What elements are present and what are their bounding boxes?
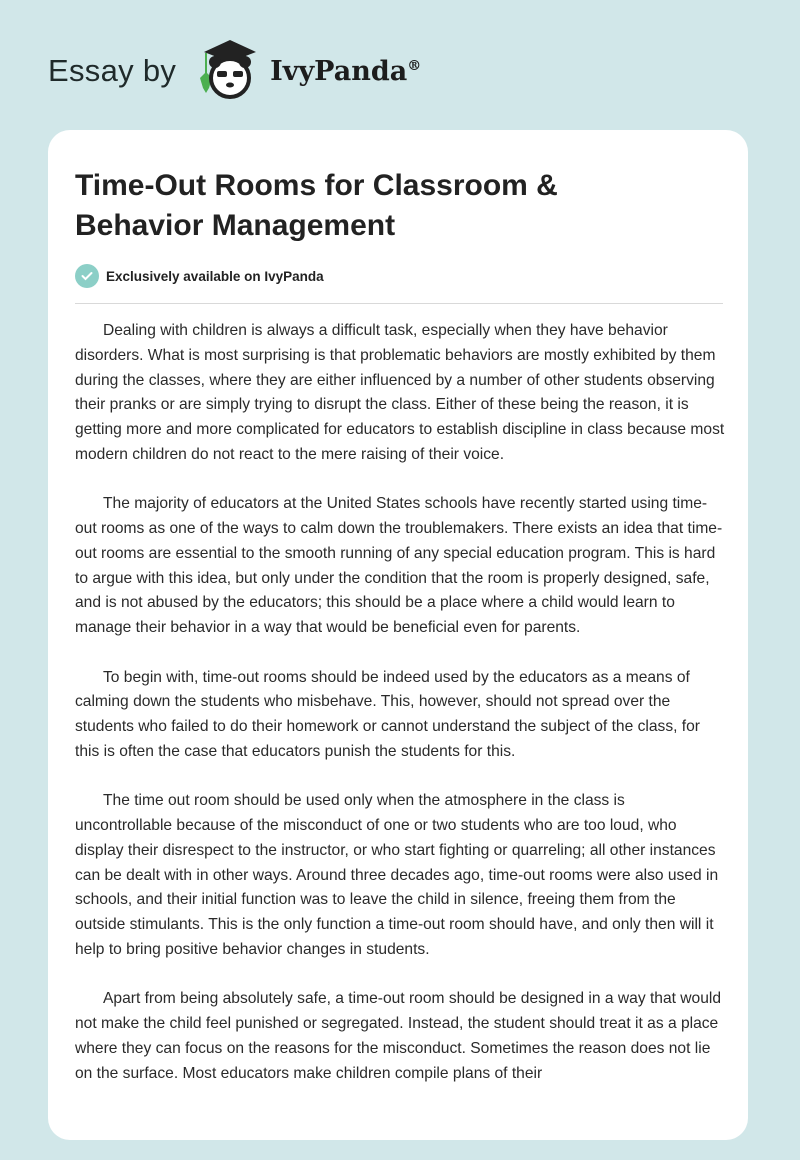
panda-logo-icon[interactable] xyxy=(196,38,264,105)
brand-text: IvyPanda xyxy=(270,55,408,87)
essay-body xyxy=(75,319,725,1111)
paragraph: The majority of educators at the United States schools have recently started using time-out rooms as one of the ways to calm down the troublemakers. There exists an idea that time-out rooms are essential to the smooth running of any special education program. This is hard to argue with this idea, but only under the condition that the room is properly designed, safe, and is not abused by the educators; this should be a place where a child would learn to manage their behavior in a way that would be beneficial even for parents. xyxy=(75,495,723,637)
registered-mark: ® xyxy=(407,57,422,74)
essay-by-label: Essay by xyxy=(48,53,177,88)
paragraph: The time out room should be used only when the atmosphere in the class is uncontrollable because of the misconduct of one or two students who are too loud, who display their disrespect to the instructor, or who start fighting or quarreling; all other instances can be dealt with in other ways. Around three decades ago, time-out rooms were also used in schools, and their initial function was to leave the child in silence, freeing them from the outside stimulants. This is the only function a time-out room should have, and only then will it help to bring positive behavior changes in students. xyxy=(75,792,719,959)
essay-title: Time-Out Rooms for Classroom & Behavior Management xyxy=(75,169,558,242)
paragraph: Apart from being absolutely safe, a time-out room should be designed in a way that would not make the child feel punished or segregated. Instead, the student should treat it as a place where they can focus on the reasons for the misconduct. Sometimes the reason does not lie on the surface. Most educators make children compile plans of their xyxy=(75,990,722,1082)
paragraph: Dealing with children is always a difficult task, especially when they have behavior disorders. What is most surprising is that problematic behaviors are mostly exhibited by them during the classes, where they are either influenced by a number of other students observing their pranks or are simply trying to disrupt the class. Either of these being the reason, it is getting more and more complicated for educators to establish discipline in class because most modern children do not react to the mere raising of their voice. xyxy=(75,322,725,463)
essay-card xyxy=(48,130,748,1140)
badge-text: Exclusively available on IvyPanda xyxy=(106,268,324,284)
exclusive-badge xyxy=(75,264,324,288)
brand-name[interactable] xyxy=(270,56,421,87)
paragraph: To begin with, time-out rooms should be indeed used by the educators as a means of calming down the students who misbehave. This, however, should not spread over the students who failed to do their homework or cannot understand the subject of the class, for this is often the case that educators punish the students for this. xyxy=(75,668,700,760)
site-header xyxy=(48,36,421,106)
check-icon xyxy=(75,264,99,288)
divider xyxy=(75,303,723,304)
